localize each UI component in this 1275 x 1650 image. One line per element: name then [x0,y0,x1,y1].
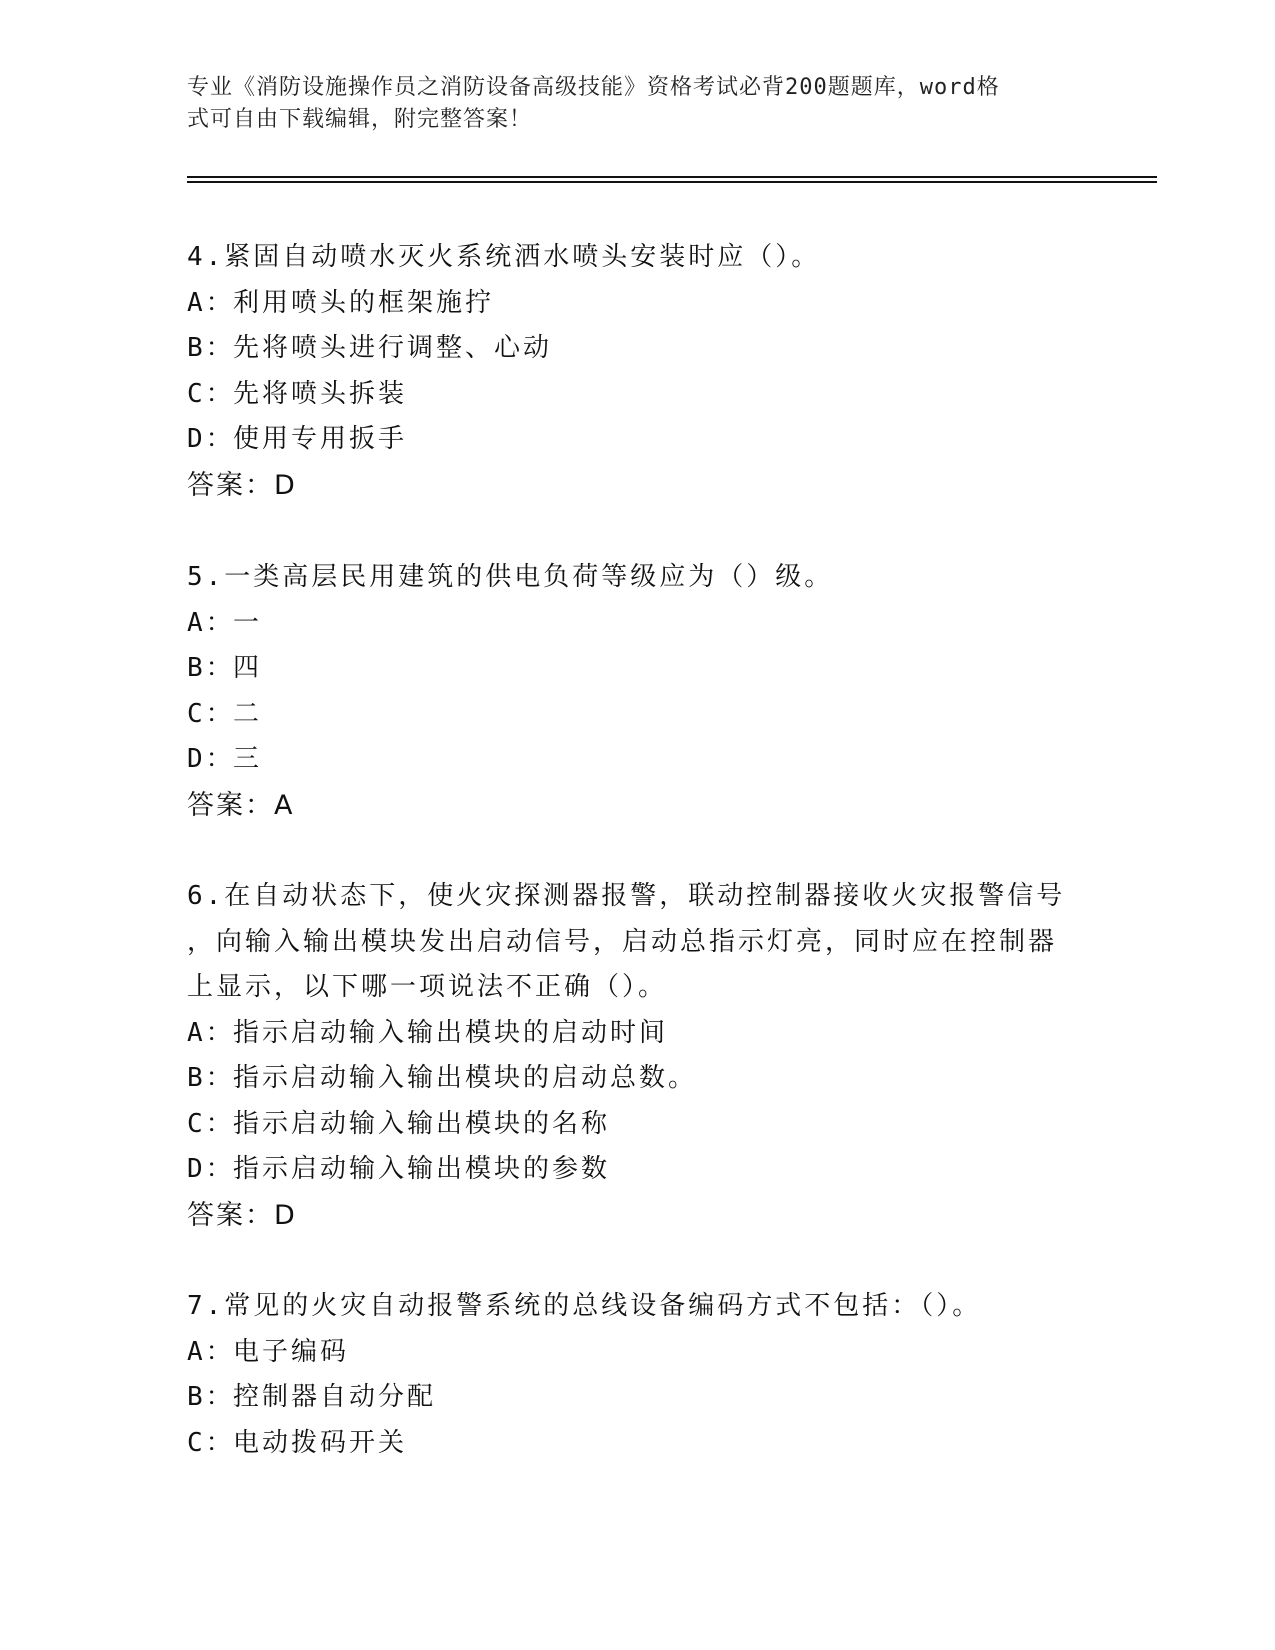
option-text: 一 [233,607,263,638]
question-stem [187,555,1087,601]
option-key: D： [187,1154,235,1184]
option-c [187,1421,1087,1467]
option-a [187,281,1087,327]
option-b [187,1056,1087,1102]
option-c [187,372,1087,418]
option-key: C： [187,698,235,729]
option-a [187,601,1087,647]
stem-line: 5.一类高层民用建筑的供电负荷等级应为（）级。 [187,562,834,592]
option-text: 电子编码 [233,1336,350,1367]
question-stem [187,1284,1087,1330]
question-5 [187,555,1087,828]
document-header [187,72,1067,136]
option-key: C： [187,1108,235,1139]
option-text: 利用喷头的框架施拧 [233,287,495,318]
option-text: 指示启动输入输出模块的启动总数。 [233,1063,698,1093]
option-text: 指示启动输入输出模块的名称 [233,1108,611,1139]
option-key: B： [187,653,235,683]
question-7 [187,1284,1087,1466]
header-line-2: 式可自由下载编辑，附完整答案！ [187,107,533,132]
question-6 [187,874,1087,1238]
option-a [187,1011,1087,1057]
header-line-1: 专业《消防设施操作员之消防设备高级技能》资格考试必背200题题库，word格 [187,75,1000,100]
option-b [187,326,1087,372]
option-text: 四 [233,653,263,683]
option-text: 先将喷头拆装 [233,378,408,409]
option-b [187,646,1087,692]
option-key: D： [187,424,235,454]
option-d [187,417,1087,463]
option-key: D： [187,744,235,774]
option-text: 先将喷头进行调整、心动 [233,333,553,363]
option-text: 控制器自动分配 [233,1382,437,1412]
option-key: A： [187,287,235,318]
question-stem [187,874,1087,1011]
option-key: A： [187,1336,235,1367]
answer-label: 答案：D [187,469,297,501]
stem-line: 6.在自动状态下，使火灾探测器报警，联动控制器接收火灾报警信号 [187,881,1066,911]
option-key: B： [187,1063,235,1093]
option-text: 使用专用扳手 [233,424,408,454]
option-b [187,1375,1087,1421]
stem-line: 上显示，以下哪一项说法不正确（）。 [187,972,668,1002]
option-text: 三 [233,744,263,774]
stem-line: ，向输入输出模块发出启动信号，启动总指示灯亮，同时应在控制器 [187,926,1058,957]
option-key: C： [187,1427,235,1458]
option-c [187,1102,1087,1148]
option-text: 二 [233,698,263,729]
option-text: 指示启动输入输出模块的参数 [233,1154,611,1184]
stem-line: 4.紧固自动喷水灭火系统洒水喷头安装时应（）。 [187,242,821,272]
option-key: B： [187,1382,235,1412]
stem-line: 7.常见的火灾自动报警系统的总线设备编码方式不包括：（）。 [187,1291,982,1321]
header-divider-bottom [187,181,1157,183]
option-key: A： [187,607,235,638]
answer-label: 答案：A [187,789,295,821]
option-key: A： [187,1017,235,1048]
question-4 [187,235,1087,508]
option-c [187,692,1087,738]
option-text: 电动拨码开关 [233,1427,408,1458]
option-key: B： [187,333,235,363]
question-stem [187,235,1087,281]
option-d [187,1147,1087,1193]
option-text: 指示启动输入输出模块的启动时间 [233,1017,669,1048]
answer-label: 答案：D [187,1199,297,1231]
option-d [187,737,1087,783]
header-divider-top [187,176,1157,178]
option-a [187,1330,1087,1376]
option-key: C： [187,378,235,409]
